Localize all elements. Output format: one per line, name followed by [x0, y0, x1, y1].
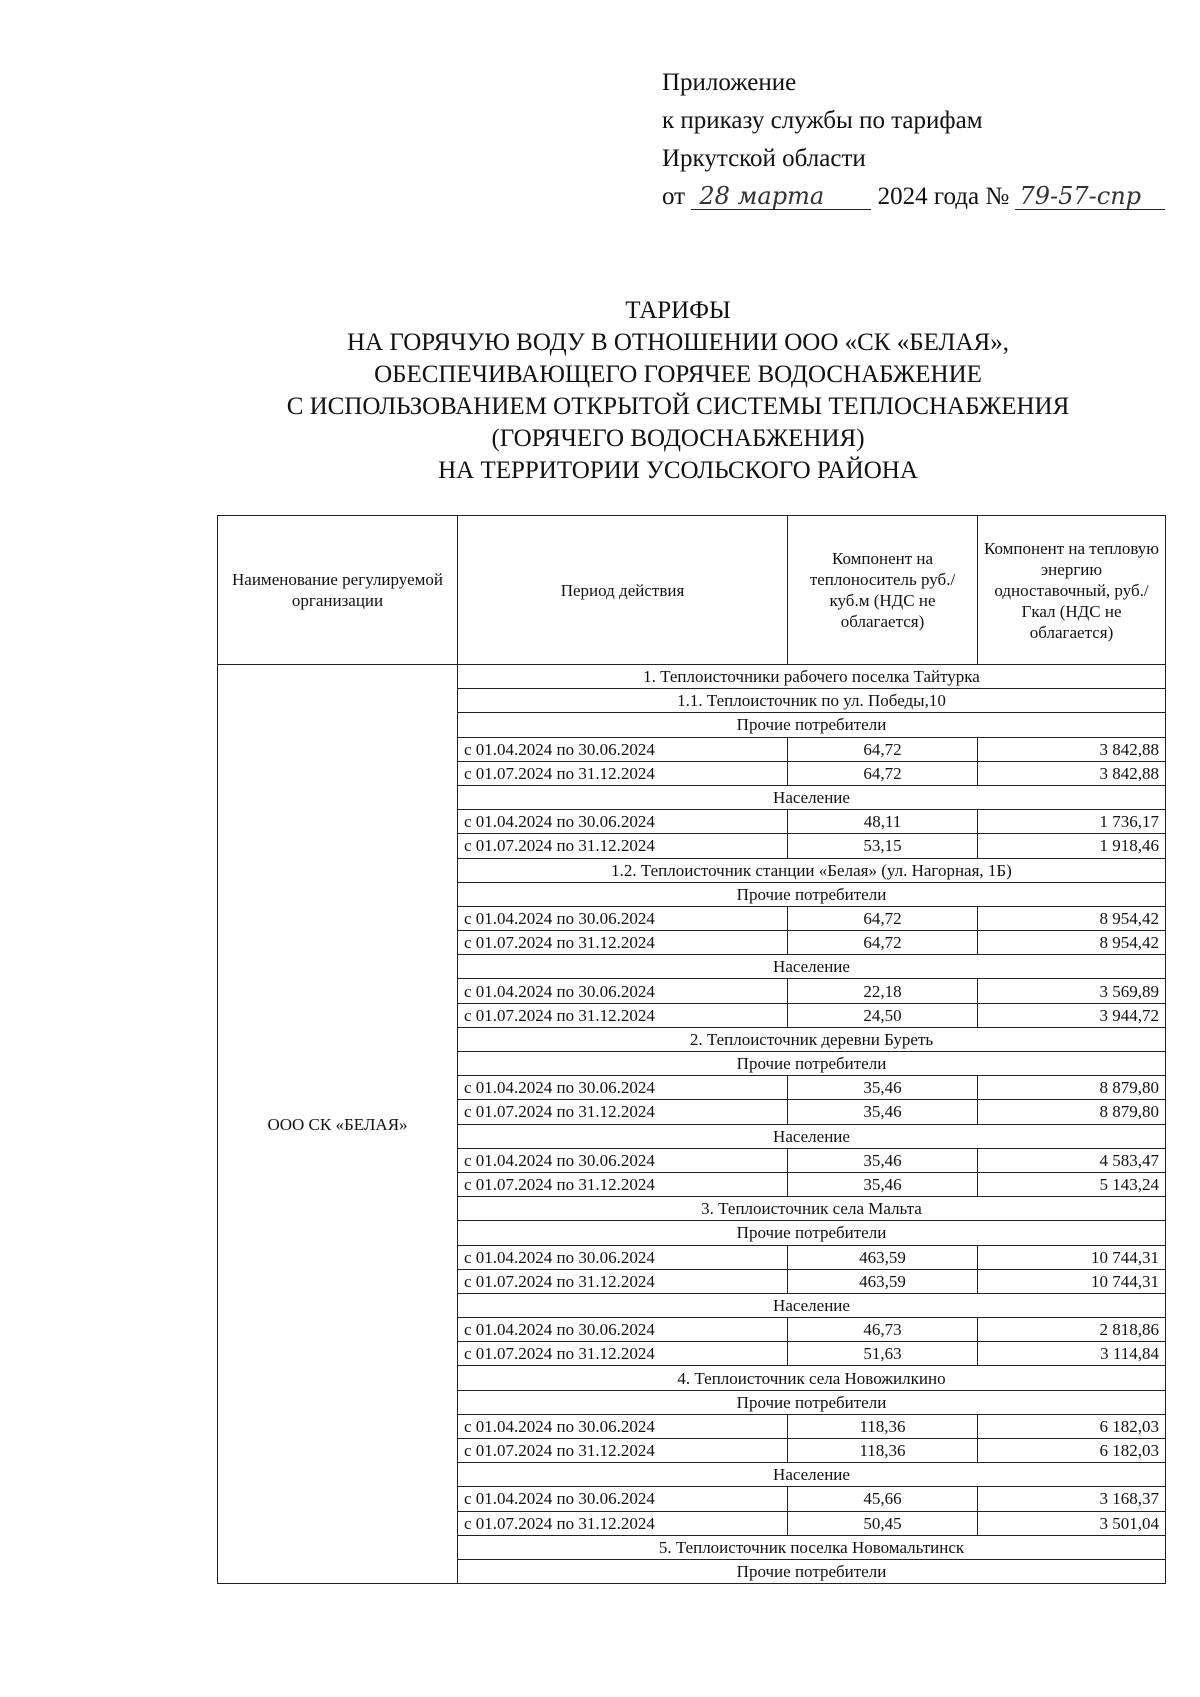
- table-body: [218, 665, 1166, 1584]
- section-heading-cell: 4. Теплоисточник села Новожилкино: [458, 1366, 1166, 1390]
- heat-value-cell: 8 954,42: [978, 931, 1166, 955]
- period-cell: с 01.07.2024 по 31.12.2024: [458, 1003, 788, 1027]
- coolant-value-cell: 463,59: [788, 1269, 978, 1293]
- heat-value-cell: 3 501,04: [978, 1511, 1166, 1535]
- coolant-value-cell: 35,46: [788, 1148, 978, 1172]
- heat-value-cell: 6 182,03: [978, 1439, 1166, 1463]
- heat-value-cell: 1 736,17: [978, 810, 1166, 834]
- coolant-value-cell: 24,50: [788, 1003, 978, 1027]
- heat-value-cell: 8 954,42: [978, 906, 1166, 930]
- header-period: Период действия: [458, 516, 788, 665]
- title-line-5: (ГОРЯЧЕГО ВОДОСНАБЖЕНИЯ): [491, 425, 865, 452]
- period-cell: с 01.07.2024 по 31.12.2024: [458, 1172, 788, 1196]
- coolant-value-cell: 64,72: [788, 906, 978, 930]
- title-line-6: НА ТЕРРИТОРИИ УСОЛЬСКОГО РАЙОНА: [438, 457, 918, 484]
- coolant-value-cell: 48,11: [788, 810, 978, 834]
- period-cell: с 01.07.2024 по 31.12.2024: [458, 931, 788, 955]
- period-cell: с 01.07.2024 по 31.12.2024: [458, 1342, 788, 1366]
- section-heading-cell: Прочие потребители: [458, 713, 1166, 737]
- table-row: [218, 665, 1166, 689]
- coolant-value-cell: 45,66: [788, 1487, 978, 1511]
- section-heading-cell: 1.2. Теплоисточник станции «Белая» (ул. Нагорная, 1Б): [458, 858, 1166, 882]
- period-cell: с 01.07.2024 по 31.12.2024: [458, 1511, 788, 1535]
- period-cell: с 01.07.2024 по 31.12.2024: [458, 1100, 788, 1124]
- coolant-value-cell: 118,36: [788, 1439, 978, 1463]
- header-org: Наименование регулируемой организации: [218, 516, 458, 665]
- coolant-value-cell: 53,15: [788, 834, 978, 858]
- coolant-value-cell: 35,46: [788, 1076, 978, 1100]
- coolant-value-cell: 22,18: [788, 979, 978, 1003]
- section-heading-cell: Население: [458, 1463, 1166, 1487]
- period-cell: с 01.07.2024 по 31.12.2024: [458, 834, 788, 858]
- heat-value-cell: 3 168,37: [978, 1487, 1166, 1511]
- period-cell: с 01.04.2024 по 30.06.2024: [458, 906, 788, 930]
- heat-value-cell: 5 143,24: [978, 1172, 1166, 1196]
- heat-value-cell: 6 182,03: [978, 1414, 1166, 1438]
- coolant-value-cell: 35,46: [788, 1100, 978, 1124]
- section-heading-cell: Прочие потребители: [458, 1221, 1166, 1245]
- title-line-4: С ИСПОЛЬЗОВАНИЕМ ОТКРЫТОЙ СИСТЕМЫ ТЕПЛОСНАБЖЕНИЯ: [286, 393, 1070, 420]
- coolant-value-cell: 50,45: [788, 1511, 978, 1535]
- period-cell: с 01.07.2024 по 31.12.2024: [458, 1269, 788, 1293]
- coolant-value-cell: 463,59: [788, 1245, 978, 1269]
- section-heading-cell: 2. Теплоисточник деревни Буреть: [458, 1027, 1166, 1051]
- appendix-block: [662, 64, 1165, 216]
- handwritten-date: 28 марта: [691, 183, 871, 210]
- header-component-heat: Компонент на тепловую энергию одноставочный, руб./Гкал (НДС не облагается): [978, 516, 1166, 665]
- appendix-line-1: Приложение: [662, 69, 797, 96]
- section-heading-cell: Прочие потребители: [458, 1052, 1166, 1076]
- period-cell: с 01.04.2024 по 30.06.2024: [458, 1487, 788, 1511]
- section-heading-cell: 1. Теплоисточники рабочего поселка Тайтурка: [458, 665, 1166, 689]
- period-cell: с 01.04.2024 по 30.06.2024: [458, 810, 788, 834]
- period-cell: с 01.04.2024 по 30.06.2024: [458, 737, 788, 761]
- heat-value-cell: 10 744,31: [978, 1269, 1166, 1293]
- period-cell: с 01.04.2024 по 30.06.2024: [458, 1414, 788, 1438]
- section-heading-cell: Население: [458, 955, 1166, 979]
- section-heading-cell: Прочие потребители: [458, 1390, 1166, 1414]
- heat-value-cell: 3 842,88: [978, 761, 1166, 785]
- appendix-line-2: к приказу службы по тарифам: [662, 107, 983, 134]
- section-heading-cell: Население: [458, 1293, 1166, 1317]
- heat-value-cell: 3 842,88: [978, 737, 1166, 761]
- period-cell: с 01.04.2024 по 30.06.2024: [458, 1245, 788, 1269]
- heat-value-cell: 8 879,80: [978, 1076, 1166, 1100]
- coolant-value-cell: 118,36: [788, 1414, 978, 1438]
- table-header-row: [218, 516, 1166, 665]
- coolant-value-cell: 51,63: [788, 1342, 978, 1366]
- period-cell: с 01.04.2024 по 30.06.2024: [458, 1148, 788, 1172]
- section-heading-cell: 3. Теплоисточник села Мальта: [458, 1197, 1166, 1221]
- appendix-date-line: [662, 178, 1165, 216]
- period-cell: с 01.04.2024 по 30.06.2024: [458, 1318, 788, 1342]
- heat-value-cell: 2 818,86: [978, 1318, 1166, 1342]
- coolant-value-cell: 46,73: [788, 1318, 978, 1342]
- coolant-value-cell: 64,72: [788, 737, 978, 761]
- appendix-line-3: Иркутской области: [662, 145, 866, 172]
- from-prefix: от: [662, 183, 686, 210]
- period-cell: с 01.04.2024 по 30.06.2024: [458, 1076, 788, 1100]
- heat-value-cell: 1 918,46: [978, 834, 1166, 858]
- document-title: [218, 295, 1138, 487]
- heat-value-cell: 8 879,80: [978, 1100, 1166, 1124]
- heat-value-cell: 3 114,84: [978, 1342, 1166, 1366]
- section-heading-cell: 5. Теплоисточник поселка Новомальтинск: [458, 1535, 1166, 1559]
- header-component-coolant: Компонент на теплоноситель руб./куб.м (НДС не облагается): [788, 516, 978, 665]
- coolant-value-cell: 64,72: [788, 931, 978, 955]
- heat-value-cell: 10 744,31: [978, 1245, 1166, 1269]
- period-cell: с 01.07.2024 по 31.12.2024: [458, 1439, 788, 1463]
- organization-name-cell: ООО СК «БЕЛАЯ»: [218, 665, 458, 1584]
- coolant-value-cell: 35,46: [788, 1172, 978, 1196]
- section-heading-cell: 1.1. Теплоисточник по ул. Победы,10: [458, 689, 1166, 713]
- section-heading-cell: Прочие потребители: [458, 882, 1166, 906]
- handwritten-order-number: 79-57-спр: [1015, 183, 1165, 210]
- year-text: 2024 года №: [877, 183, 1010, 210]
- period-cell: с 01.04.2024 по 30.06.2024: [458, 979, 788, 1003]
- heat-value-cell: 3 569,89: [978, 979, 1166, 1003]
- title-line-2: НА ГОРЯЧУЮ ВОДУ В ОТНОШЕНИИ ООО «СК «БЕЛАЯ»,: [347, 329, 1009, 356]
- tariffs-table: [217, 515, 1166, 1584]
- title-line-3: ОБЕСПЕЧИВАЮЩЕГО ГОРЯЧЕЕ ВОДОСНАБЖЕНИЕ: [374, 361, 982, 388]
- period-cell: с 01.07.2024 по 31.12.2024: [458, 761, 788, 785]
- section-heading-cell: Население: [458, 1124, 1166, 1148]
- heat-value-cell: 4 583,47: [978, 1148, 1166, 1172]
- section-heading-cell: Прочие потребители: [458, 1559, 1166, 1583]
- heat-value-cell: 3 944,72: [978, 1003, 1166, 1027]
- title-line-1: ТАРИФЫ: [625, 297, 731, 324]
- section-heading-cell: Население: [458, 785, 1166, 809]
- coolant-value-cell: 64,72: [788, 761, 978, 785]
